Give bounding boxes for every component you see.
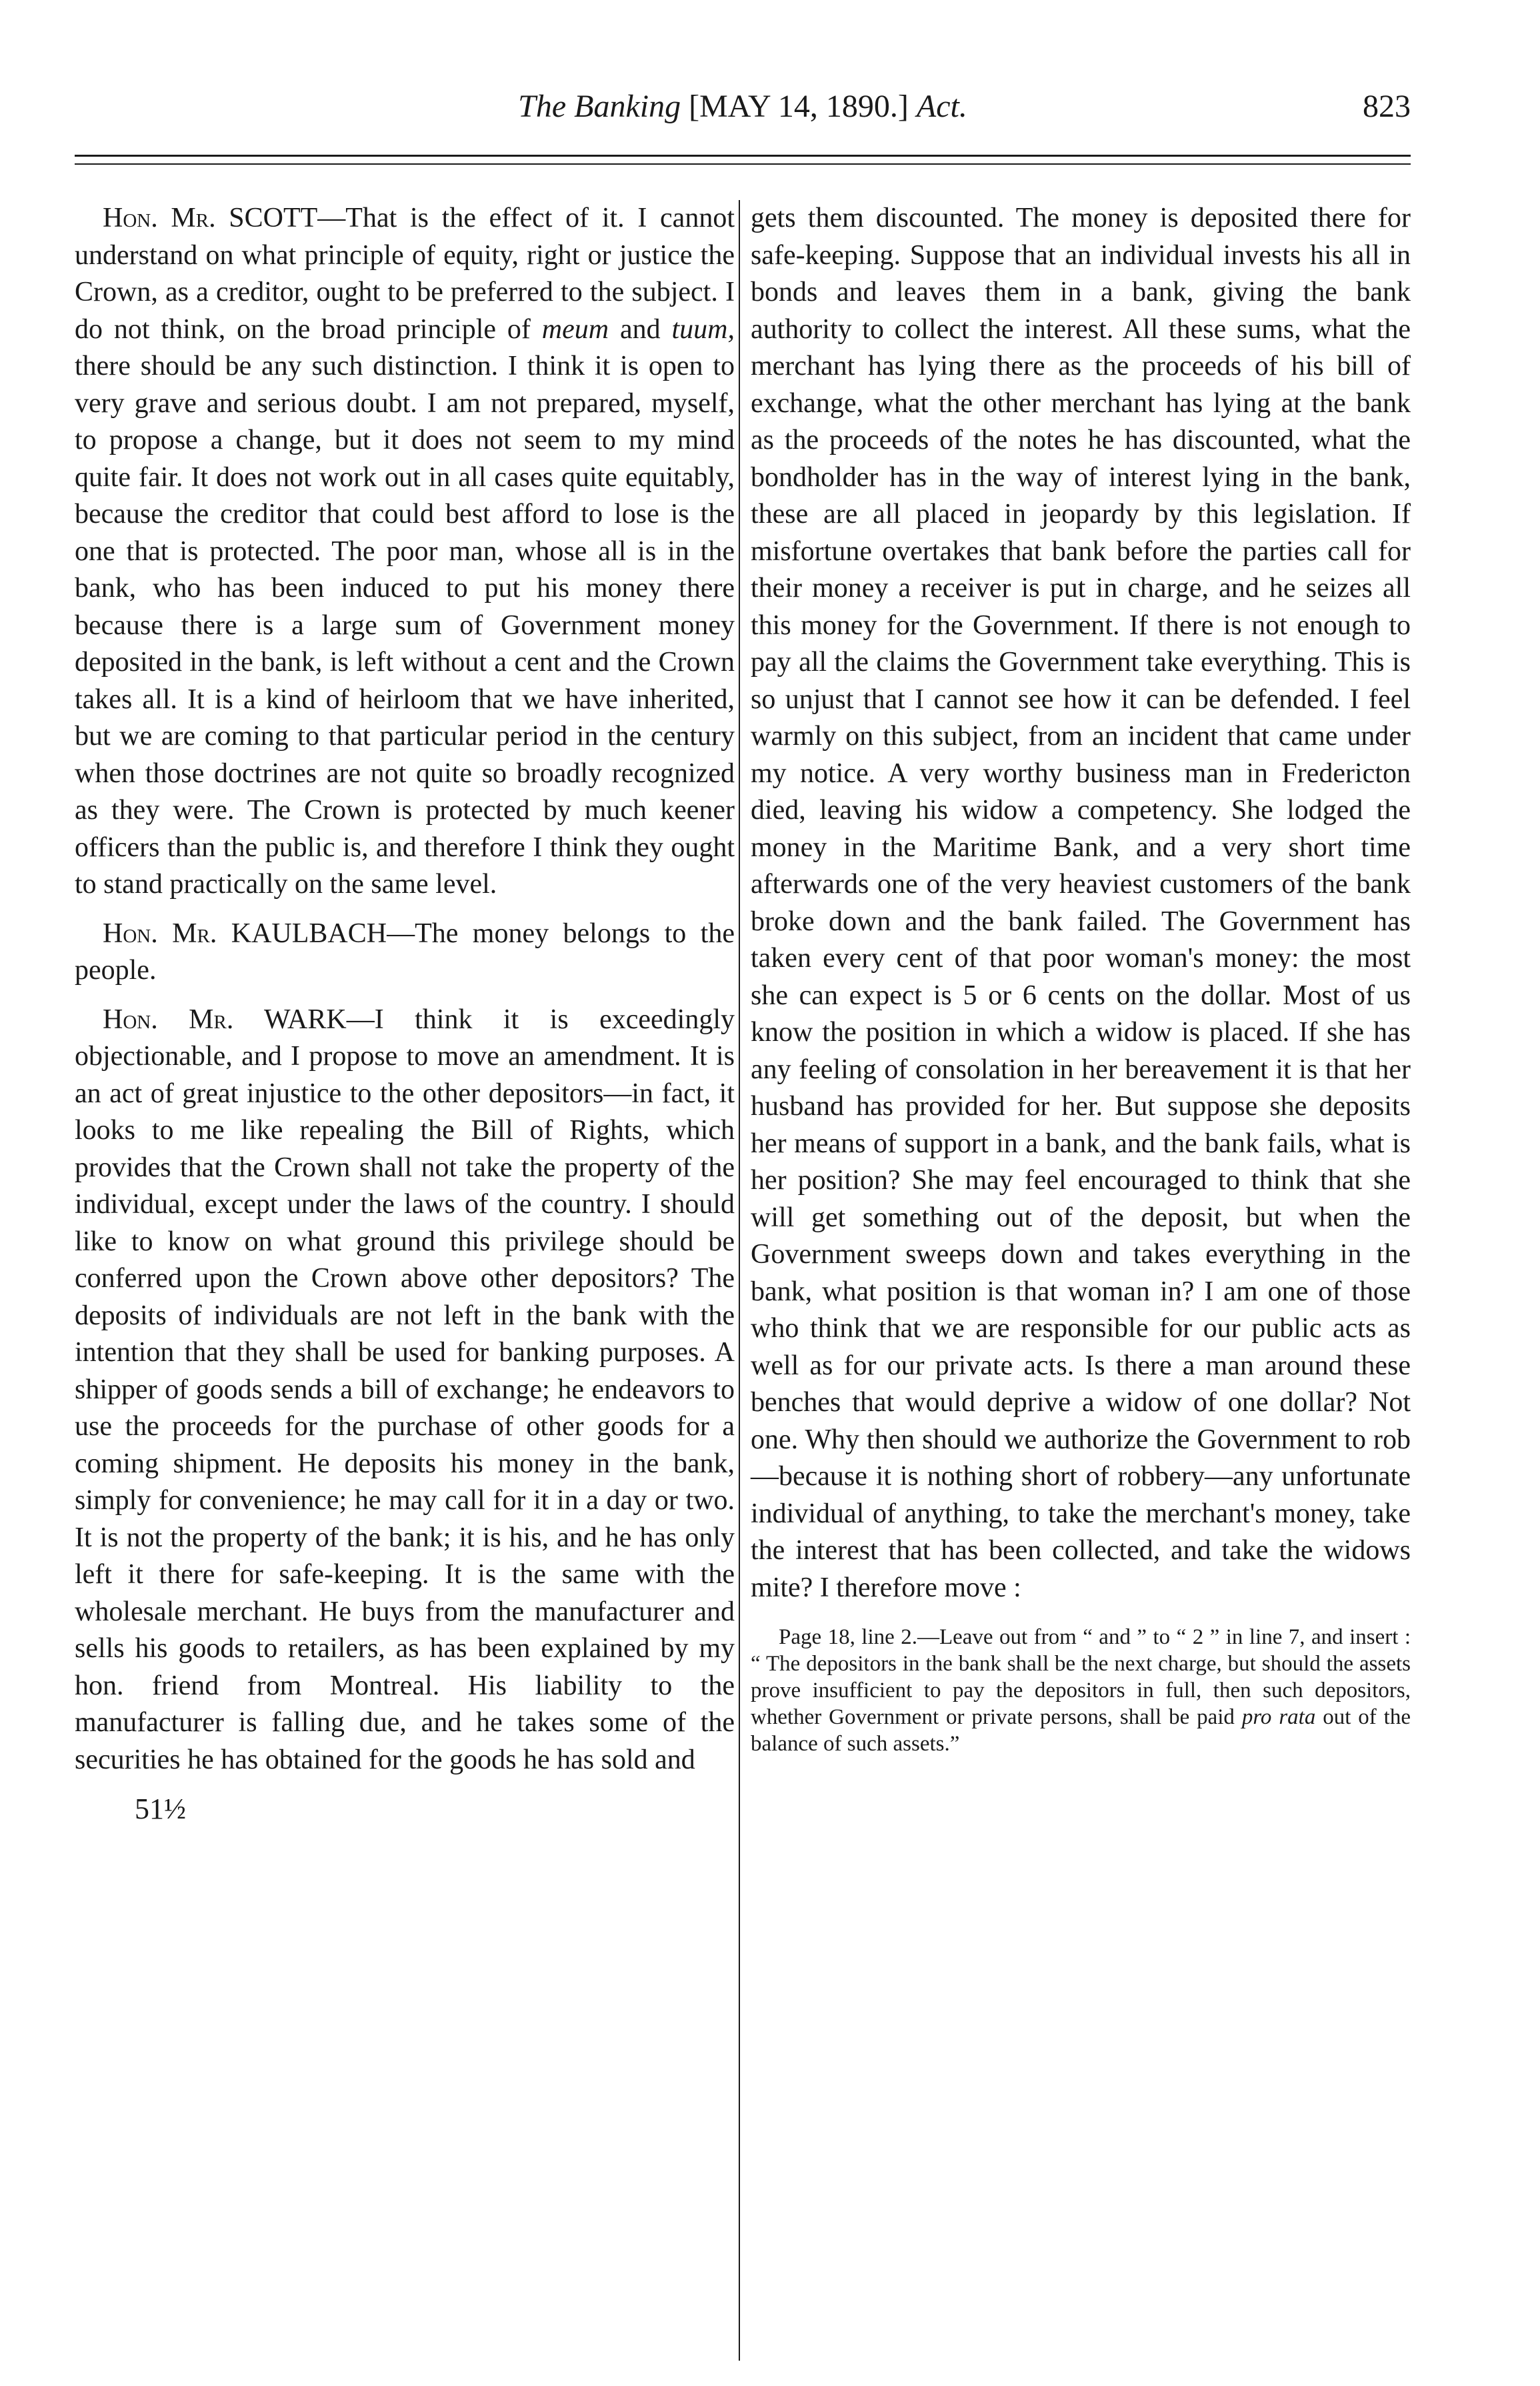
column-divider xyxy=(739,200,740,2361)
speaker-name: Hon. Mr. KAULBACH xyxy=(103,918,387,949)
speech-wark: Hon. Mr. WARK—I think it is exceedingly objectionable, and I propose to move an amendment. It is an act of great injustice to the other depositors—in fact, it looks to me like repealing the Bill of Rights, which provides that the Crown shall not take the property of the individual, except under the laws of the country. I should like to know on what ground this privilege should be conferred upon the Crown above other depositors? The deposits of individuals are not left in the bank with the intention that they shall be used for banking purposes. A shipper of goods sends a bill of exchange; he endeavors to use the proceeds for the purchase of other goods for a coming shipment. He deposits his money in the bank, simply for convenience; he may call for it in a day or two. It is not the property of the bank; it is his, and he has only left it there for safe-keeping. It is the same with the wholesale merchant. He buys from the manufacturer and sells his goods to retailers, as has been explained by my hon. friend from Montreal. His liability to the manufacturer is falling due, and he takes some of the securities he has obtained for the goods he has sold and xyxy=(75,1004,735,1775)
page-number: 823 xyxy=(1363,89,1411,124)
speech-scott: Hon. Mr. SCOTT—That is the effect of it. I cannot understand on what principle of equity, right or justice the Crown, as a creditor, ought to be preferred to the subject. I do not think, on the broad principle of meum and tuum, there should be any such distinction. I think it is open to very grave and serious doubt. I am not prepared, myself, to propose a change, but it does not seem to my mind quite fair. It does not work out in all cases quite equitably, because the creditor that could best afford to lose is the one that is protected. The poor man, whose all is in the bank, who has been induced to put his money there because there is a large sum of Government money deposited in the bank, is left without a cent and the Crown takes all. It is a kind of heirloom that we have inherited, but we are coming to that particular period in the century when those doctrines are not quite so broadly recognized as they were. The Crown is protected by much keener officers than the public is, and therefore I think they ought to stand practically on the same level. xyxy=(75,203,735,900)
left-column xyxy=(75,200,735,1827)
header-rule-top xyxy=(75,155,1411,157)
running-title-right: Act. xyxy=(916,89,967,124)
signature-mark: 51½ xyxy=(135,1793,186,1825)
speaker-name: Hon. Mr. SCOTT xyxy=(103,203,318,233)
running-title-date: [MAY 14, 1890.] xyxy=(689,89,909,124)
header-rule-bottom xyxy=(75,163,1411,165)
page-header xyxy=(75,87,1411,133)
speaker-name: Hon. Mr. WARK xyxy=(103,1004,347,1035)
speech-kaulbach: Hon. Mr. KAULBACH—The money belongs to the people. xyxy=(75,918,735,986)
right-column xyxy=(751,200,1411,1757)
speech-wark-continued: gets them discounted. The money is deposited there for safe-keeping. Suppose that an individual invests his all in bonds and leaves them in a bank, giving the bank authority to collect the interest. All these sums, what the merchant has lying there as the proceeds of his bill of exchange, what the other merchant has lying at the bank as the proceeds of the notes he has discounted, what the bondholder has in the way of interest lying in the bank, these are all placed in jeopardy by this legislation. If misfortune overtakes that bank before the parties call for their money a receiver is put in charge, and he seizes all this money for the Government. If there is not enough to pay all the claims the Government take everything. This is so unjust that I cannot see how it can be defended. I feel warmly on this subject, from an incident that came under my notice. A very worthy business man in Fredericton died, leaving his widow a competency. She lodged the money in the Maritime Bank, and a very short time afterwards one of the very heaviest customers of the bank broke down and the bank failed. The Government has taken every cent of that poor woman's money: the most she can expect is 5 or 6 cents on the dollar. Most of us know the position in which a widow is placed. If she has any feeling of consolation in her bereavement it is that her husband has provided for her. But suppose she deposits her means of support in a bank, and the bank fails, what is her position? She may feel encouraged to think that she will get something out of the deposit, but when the Government sweeps down and takes everything in the bank, what position is that woman in? I am one of those who think that we are responsible for our public acts as well as for our private acts. Is there a man around these benches that would deprive a widow of one dollar? Not one. Why then should we authorize the Government to rob—because it is nothing short of robbery—any unfortunate individual of anything, to take the merchant's money, take the interest that has been collected, and take the widows mite? I therefore move : xyxy=(751,203,1411,1603)
running-title xyxy=(75,87,1411,127)
running-title-left: The Banking xyxy=(518,89,681,124)
amendment-text: Page 18, line 2.—Leave out from “ and ” to “ 2 ” in line 7, and insert : “ The depositors in the bank shall be the next charge, but should the assets prove insufficient to pay the depositors in full, then such depositors, whether Government or private persons, shall be paid pro rata out of the balance of such assets.” xyxy=(751,1625,1411,1756)
